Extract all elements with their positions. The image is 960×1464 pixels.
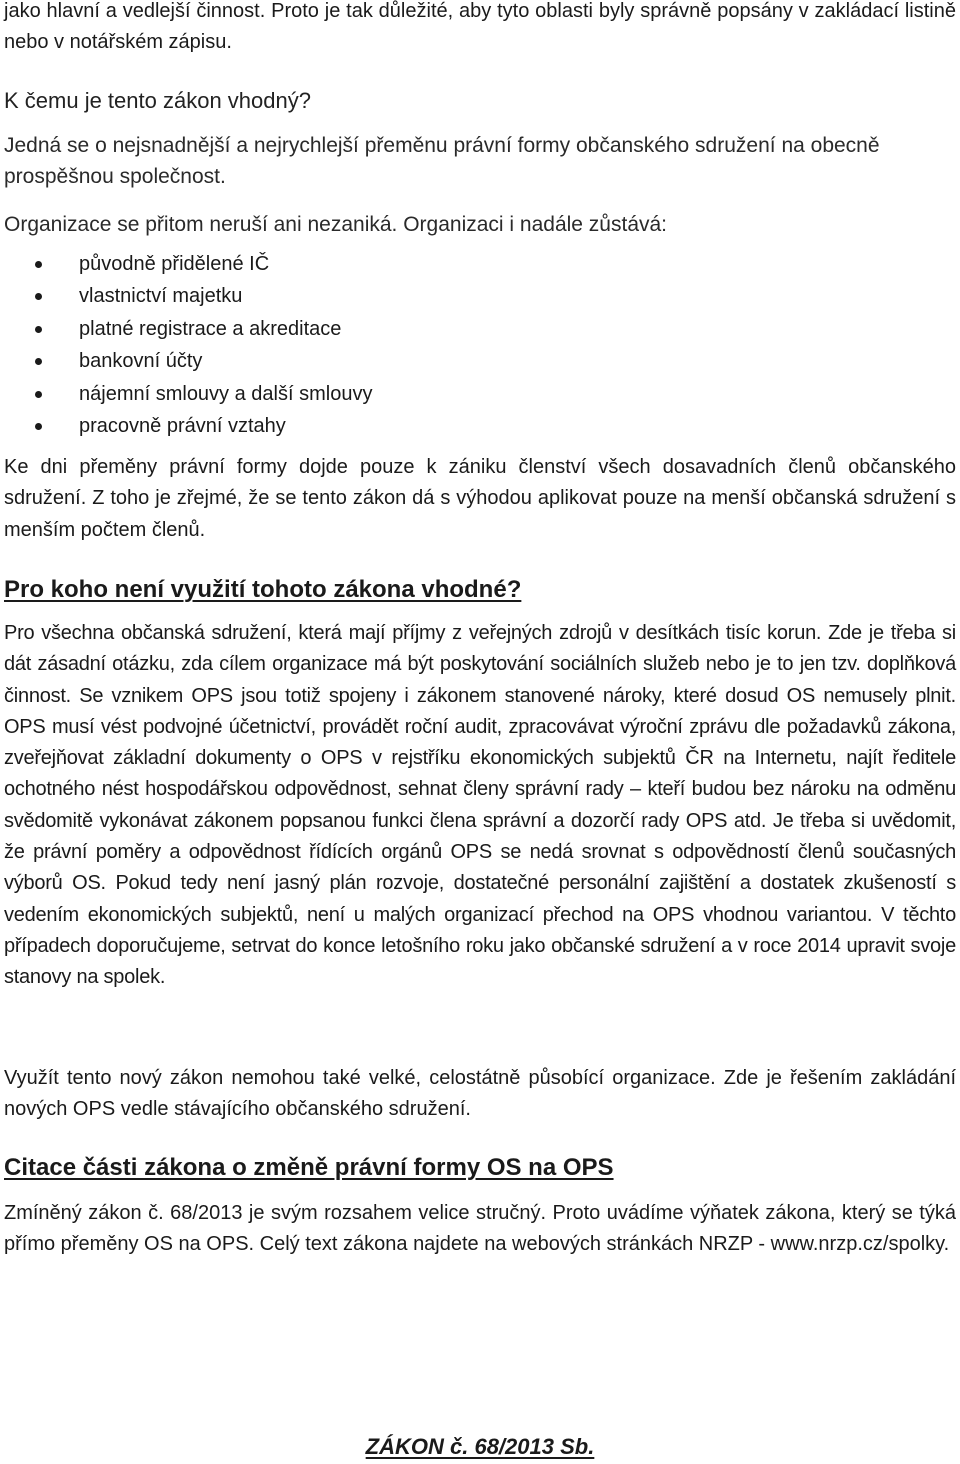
list-item-label: nájemní smlouvy a další smlouvy [79, 382, 373, 405]
list-item [0, 280, 700, 312]
list-item [0, 410, 700, 442]
list-item [0, 345, 700, 377]
list-item-label: pracovně právní vztahy [79, 414, 286, 437]
heading-not-suitable: Pro koho není využití tohoto zákona vhodné? [4, 576, 522, 603]
list-item-label: bankovní účty [79, 350, 203, 373]
heading-citation: Citace části zákona o změně právní formy OS na OPS [4, 1154, 614, 1181]
list-item-label: vlastnictví majetku [79, 285, 243, 308]
paragraph-not-suitable: Pro všechna občanská sdružení, která mají příjmy z veřejných zdrojů v desítkách tisíc korun. Zde je třeba si dát zásadní otázku, zda cílem organizace má být poskytování sociálních služeb nebo je to jen tzv. doplňková činnost. Se vznikem OPS jsou totiž spojeny i zákonem stanovené nároky, které dosud OS nemusely plnit. OPS musí vést podvojné účetnictví, provádět roční audit, zpracovávat výroční zprávu dle požadavků zákona, zveřejňovat základní dokumenty o OPS v rejstříku ekonomických subjektů ČR na Internetu, najít ředitele ochotného nést hospodářskou odpovědnost, sehnat členy správní rady – kteří budou bez nároku na odměnu svědomitě vykonávat zákonem popsanou funkci člena správní a dozorčí rady OPS atd. Je třeba si uvědomit, že právní poměry a odpovědnost řídících orgánů OPS se nedá srovnat s odpovědností členů současných výborů OS. Pokud tedy není jasný plán rozvoje, dostatečné personální zajištění a dostatek zkušeností s vedením ekonomických subjektů, není u malých organizací přechod na OPS vhodnou variantou. V těchto případech doporučujeme, setrvat do konce letošního roku jako občanské sdružení a v roce 2014 upravit svoje stanovy na spolek. [4, 622, 956, 989]
paragraph-large-organizations: Využít tento nový zákon nemohou také velké, celostátně působící organizace. Zde je řešením zakládání nových OPS vedle stávajícího občanského sdružení. [4, 1067, 956, 1121]
bullet-icon [35, 423, 42, 430]
paragraph-membership: Ke dni přeměny právní formy dojde pouze k zániku členství všech dosavadních členů občanského sdružení. Z toho je zřejmé, že se tento zákon dá s výhodou aplikovat pouze na menší občanská sdružení s menším počtem členů. [4, 456, 956, 541]
bullet-icon [35, 326, 42, 333]
paragraph-fastest-transformation: Jedná se o nejsnadnější a nejrychlejší přeměnu právní formy občanského sdružení na obecně prospěšnou společnost. [4, 134, 880, 189]
bullet-icon [35, 293, 42, 300]
question-heading: K čemu je tento zákon vhodný? [4, 88, 311, 113]
list-item-label: původně přidělené IČ [79, 253, 270, 275]
paragraph-citation: Zmíněný zákon č. 68/2013 je svým rozsahem velice stručný. Proto uvádíme výňatek zákona, který se týká přímo přeměny OS na OPS. Celý text zákona najdete na webových stránkách NRZP - www.nrzp.cz/spolky. [4, 1202, 956, 1256]
retained-items-list [0, 248, 700, 442]
footer-law-title: ZÁKON č. 68/2013 Sb. [365, 1434, 595, 1459]
paragraph-organization-remains: Organizace se přitom neruší ani nezaniká. Organizaci i nadále zůstává: [4, 213, 668, 236]
intro-paragraph: jako hlavní a vedlejší činnost. Proto je tak důležité, aby tyto oblasti byly správně popsány v zakládací listině nebo v notářském zápisu. [4, 0, 956, 54]
list-item [0, 248, 700, 280]
list-item [0, 313, 700, 345]
bullet-icon [35, 391, 42, 398]
list-item [0, 378, 700, 410]
list-item-label: platné registrace a akreditace [79, 317, 342, 340]
bullet-icon [35, 358, 42, 365]
bullet-icon [35, 261, 42, 268]
